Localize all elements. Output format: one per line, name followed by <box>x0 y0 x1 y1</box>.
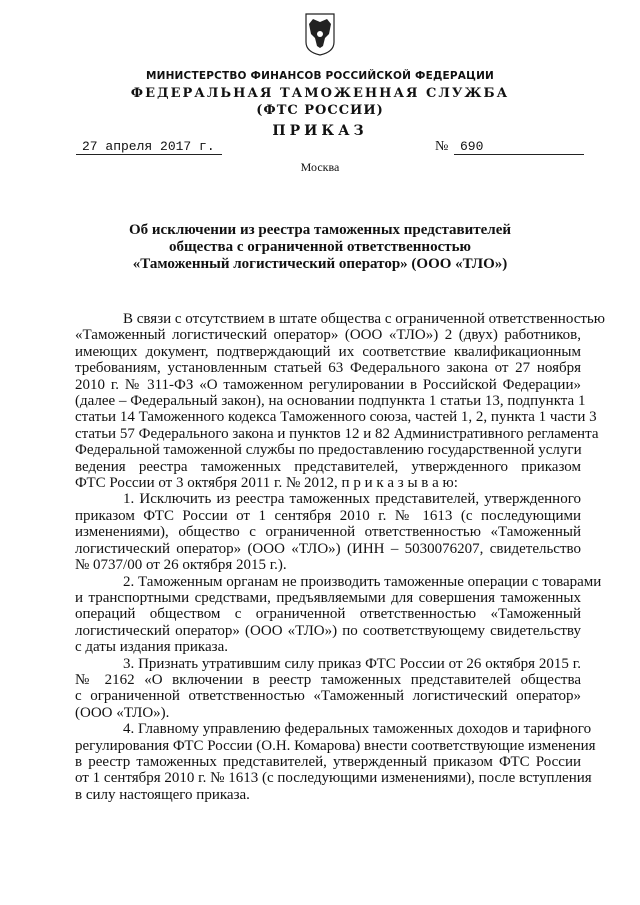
text-line: логистический оператор» (ООО «ТЛО») (ИНН – 5030076207, свидетельство <box>75 540 581 557</box>
coat-of-arms-icon <box>304 12 336 56</box>
text-line: требованиям, установленным статьей 63 Федерального закона от 27 ноября <box>75 360 581 377</box>
order-item-4 <box>75 721 596 803</box>
text-line: (ООО «ТЛО»). <box>75 704 170 721</box>
text-line: приказом ФТС России от 1 сентября 2010 г. № 1613 (с последующими <box>75 507 581 524</box>
title-line: «Таможенный логистический оператор» (ООО «ТЛО») <box>132 256 508 272</box>
title-line: Об исключении из реестра таможенных представителей <box>128 222 512 238</box>
document-body <box>75 311 605 803</box>
text-line: ведения реестра таможенных представителей, утвержденного приказом <box>75 458 581 475</box>
text-line: «Таможенный логистический оператор» (ООО «ТЛО») 2 (двух) работников, <box>75 327 581 344</box>
text-line: № 0737/00 от 26 октября 2015 г.). <box>75 557 287 574</box>
text-line: статьи 57 Федерального закона и пунктов 12 и 82 Административного регламента <box>75 425 599 442</box>
text-line: № 2162 «О включении в реестр таможенных представителей общества <box>75 671 581 688</box>
order-item-3 <box>75 656 581 722</box>
text-line: логистический оператор» (ООО «ТЛО») по соответствующему свидетельству <box>75 622 581 639</box>
text-line: операций обществом с ограниченной ответственностью «Таможенный <box>75 606 581 623</box>
text-line: с даты издания приказа. <box>75 639 228 656</box>
text-line: от 1 сентября 2010 г. № 1613 (с последующими изменениями), после вступления <box>75 770 592 787</box>
text-line: ФТС России от 3 октября 2011 г. № 2012, п р и к а з ы в а ю: <box>75 475 458 492</box>
text-line: статьи 14 Таможенного кодекса Таможенного союза, частей 1, 2, пункта 1 части 3 <box>75 409 597 426</box>
text-line: 2010 г. № 311-ФЗ «О таможенном регулировании в Российской Федерации» <box>75 376 581 393</box>
title-line: общества с ограниченной ответственностью <box>169 239 471 255</box>
city: Москва <box>300 160 340 174</box>
order-date: 27 апреля 2017 г. <box>76 139 222 155</box>
text-line: и транспортными средствами, предъявляемыми для совершения таможенных <box>75 589 581 606</box>
text-line: регулирования ФТС России (О.Н. Комарова) внести соответствующие изменения <box>75 737 596 754</box>
text-line: 2. Таможенным органам не производить таможенные операции с товарами <box>123 573 602 590</box>
ministry-name: МИНИСТЕРСТВО ФИНАНСОВ РОССИЙСКОЙ ФЕДЕРАЦИИ <box>145 70 495 82</box>
preamble-paragraph <box>75 311 605 492</box>
text-line: в силу настоящего приказа. <box>75 786 250 803</box>
text-line: имеющих документ, подтверждающий их соответствие квалификационным <box>75 343 581 360</box>
text-line: в реестр таможенных представителей, утвержденный приказом ФТС России <box>75 753 581 770</box>
document-type: ПРИКАЗ <box>272 123 368 139</box>
text-line: с ограниченной ответственностью «Таможенный логистический оператор» <box>75 688 581 705</box>
text-line: В связи с отсутствием в штате общества с ограниченной ответственностью <box>123 311 605 327</box>
text-line: Федеральной таможенной службы по предоставлению государственной услуги <box>75 442 582 459</box>
text-line: 3. Признать утратившим силу приказ ФТС России от 26 октября 2015 г. <box>123 655 581 672</box>
text-line: изменениями), общество с ограниченной ответственностью «Таможенный <box>75 524 581 541</box>
number-label: № <box>435 139 449 154</box>
order-item-1 <box>75 491 581 573</box>
document-title <box>0 222 640 273</box>
service-name: ФЕДЕРАЛЬНАЯ ТАМОЖЕННАЯ СЛУЖБА <box>130 86 510 101</box>
service-short-name: (ФТС РОССИИ) <box>256 103 384 118</box>
order-item-2 <box>75 573 602 656</box>
text-line: 4. Главному управлению федеральных таможенных доходов и тарифного <box>123 721 592 738</box>
order-number: 690 <box>454 139 584 155</box>
text-line: 1. Исключить из реестра таможенных представителей, утвержденного <box>123 491 581 508</box>
text-line: (далее – Федеральный закон), на основании подпункта 1 статьи 13, подпункта 1 <box>75 393 586 410</box>
